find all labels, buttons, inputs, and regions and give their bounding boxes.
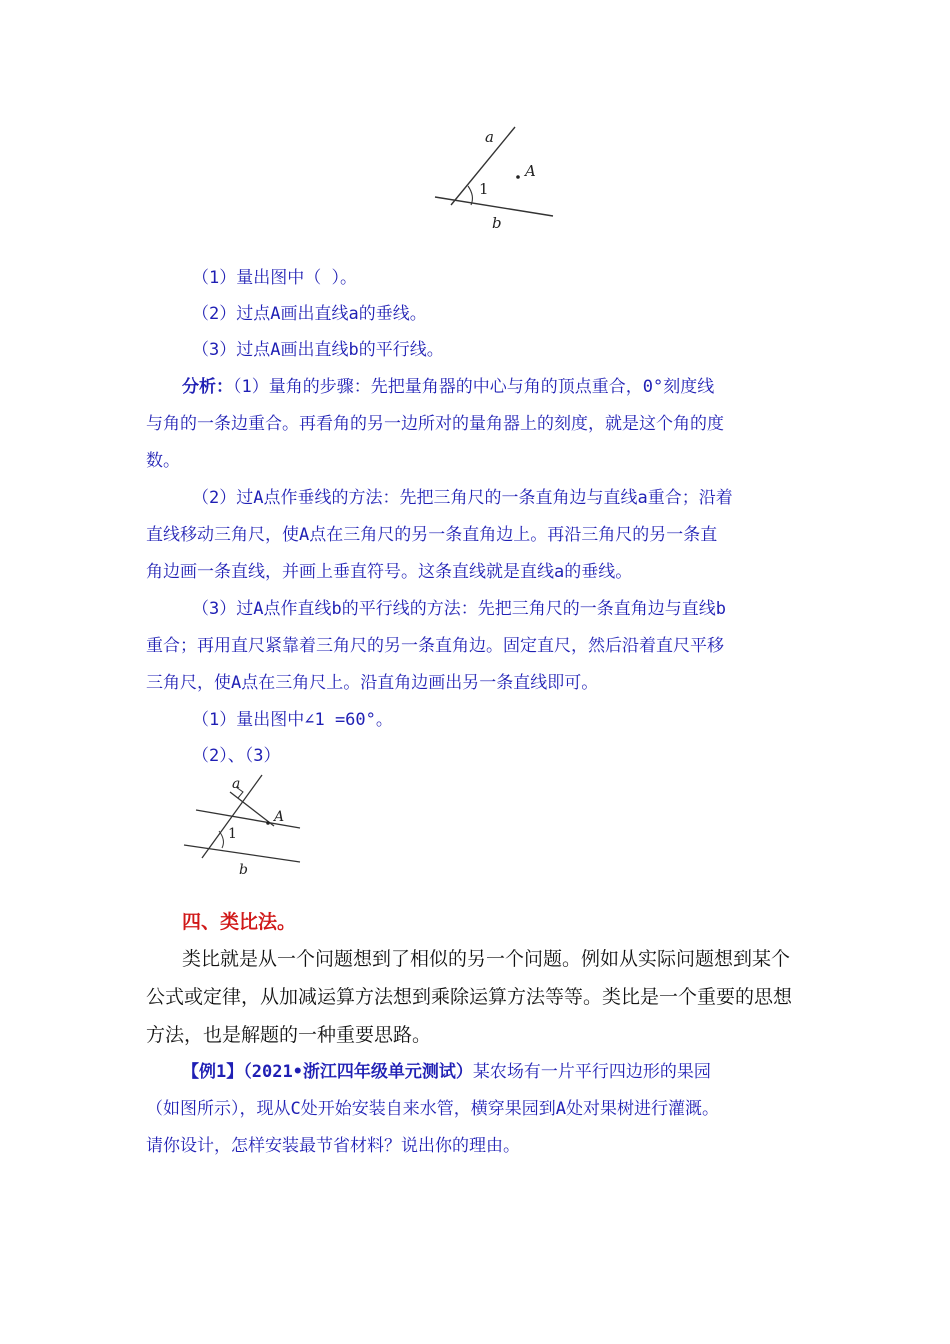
- analysis-label: 分析：: [182, 377, 233, 397]
- point-A: [516, 175, 520, 179]
- figure-angle-lines: [425, 120, 565, 232]
- answer-2-3: （2）、（3）: [192, 746, 281, 766]
- label-b: b: [239, 862, 248, 878]
- analysis-p1-line3: 数。: [146, 451, 180, 471]
- label-b: b: [492, 214, 502, 232]
- analysis-p2-line3: 角边画一条直线，并画上垂直符号。这条直线就是直线a的垂线。: [146, 562, 633, 582]
- analysis-p1-text: （1）量角的步骤：先把量角器的中心与角的顶点重合，0°刻度线: [233, 377, 715, 397]
- question-1: （1）量出图中（ ）。: [192, 268, 357, 288]
- point-A: [266, 821, 270, 825]
- answer-1: （1）量出图中∠1 =60°。: [192, 710, 393, 730]
- label-1: 1: [228, 826, 237, 842]
- analysis-p3-line3: 三角尺，使A点在三角尺上。沿直角边画出另一条直线即可。: [146, 673, 599, 693]
- example-line1-rest: 某农场有一片平行四边形的果园: [472, 1062, 711, 1082]
- analysis-p3-line1: （3）过A点作直线b的平行线的方法：先把三角尺的一条直角边与直线b: [192, 599, 726, 619]
- analysis-p3-line2: 重合；再用直尺紧靠着三角尺的另一条直角边。固定直尺，然后沿着直尺平移: [146, 636, 724, 656]
- parallel-line: [196, 810, 300, 828]
- label-a: a: [232, 776, 241, 792]
- section-line-3: 方法，也是解题的一种重要思路。: [146, 1024, 432, 1046]
- analysis-p2-line2: 直线移动三角尺，使A点在三角尺的另一条直角边上。再沿三角尺的另一条直: [146, 525, 718, 545]
- analysis-p1-line1: [182, 372, 714, 397]
- label-A: A: [274, 809, 285, 825]
- question-2: （2）过点A画出直线a的垂线。: [192, 304, 427, 324]
- line-b: [184, 845, 300, 862]
- example-line-3: 请你设计，怎样安装最节省材料？说出你的理由。: [146, 1136, 520, 1156]
- example-line-1: [182, 1057, 711, 1082]
- label-a: a: [485, 128, 494, 146]
- label-A: A: [525, 162, 536, 180]
- section-heading: 四、类比法。: [182, 911, 297, 933]
- section-line-2: 公式或定律，从加减运算方法想到乘除运算方法等等。类比是一个重要的思想: [146, 986, 793, 1008]
- section-line-1: 类比就是从一个问题想到了相似的另一个问题。例如从实际问题想到某个: [182, 948, 791, 970]
- example-line-2: （如图所示），现从C处开始安装自来水管，横穿果园到A处对果树进行灌溉。: [146, 1099, 719, 1119]
- question-3: （3）过点A画出直线b的平行线。: [192, 340, 444, 360]
- label-1: 1: [479, 180, 489, 198]
- analysis-p2-line1: （2）过A点作垂线的方法：先把三角尺的一条直角边与直线a重合；沿着: [192, 488, 733, 508]
- perpendicular-line: [230, 792, 274, 826]
- example-tag: 【例1】（2021•浙江四年级单元测试）: [182, 1062, 473, 1082]
- analysis-p1-line2: 与角的一条边重合。再看角的另一边所对的量角器上的刻度，就是这个角的度: [146, 414, 724, 434]
- figure-answer-lines: [178, 770, 308, 878]
